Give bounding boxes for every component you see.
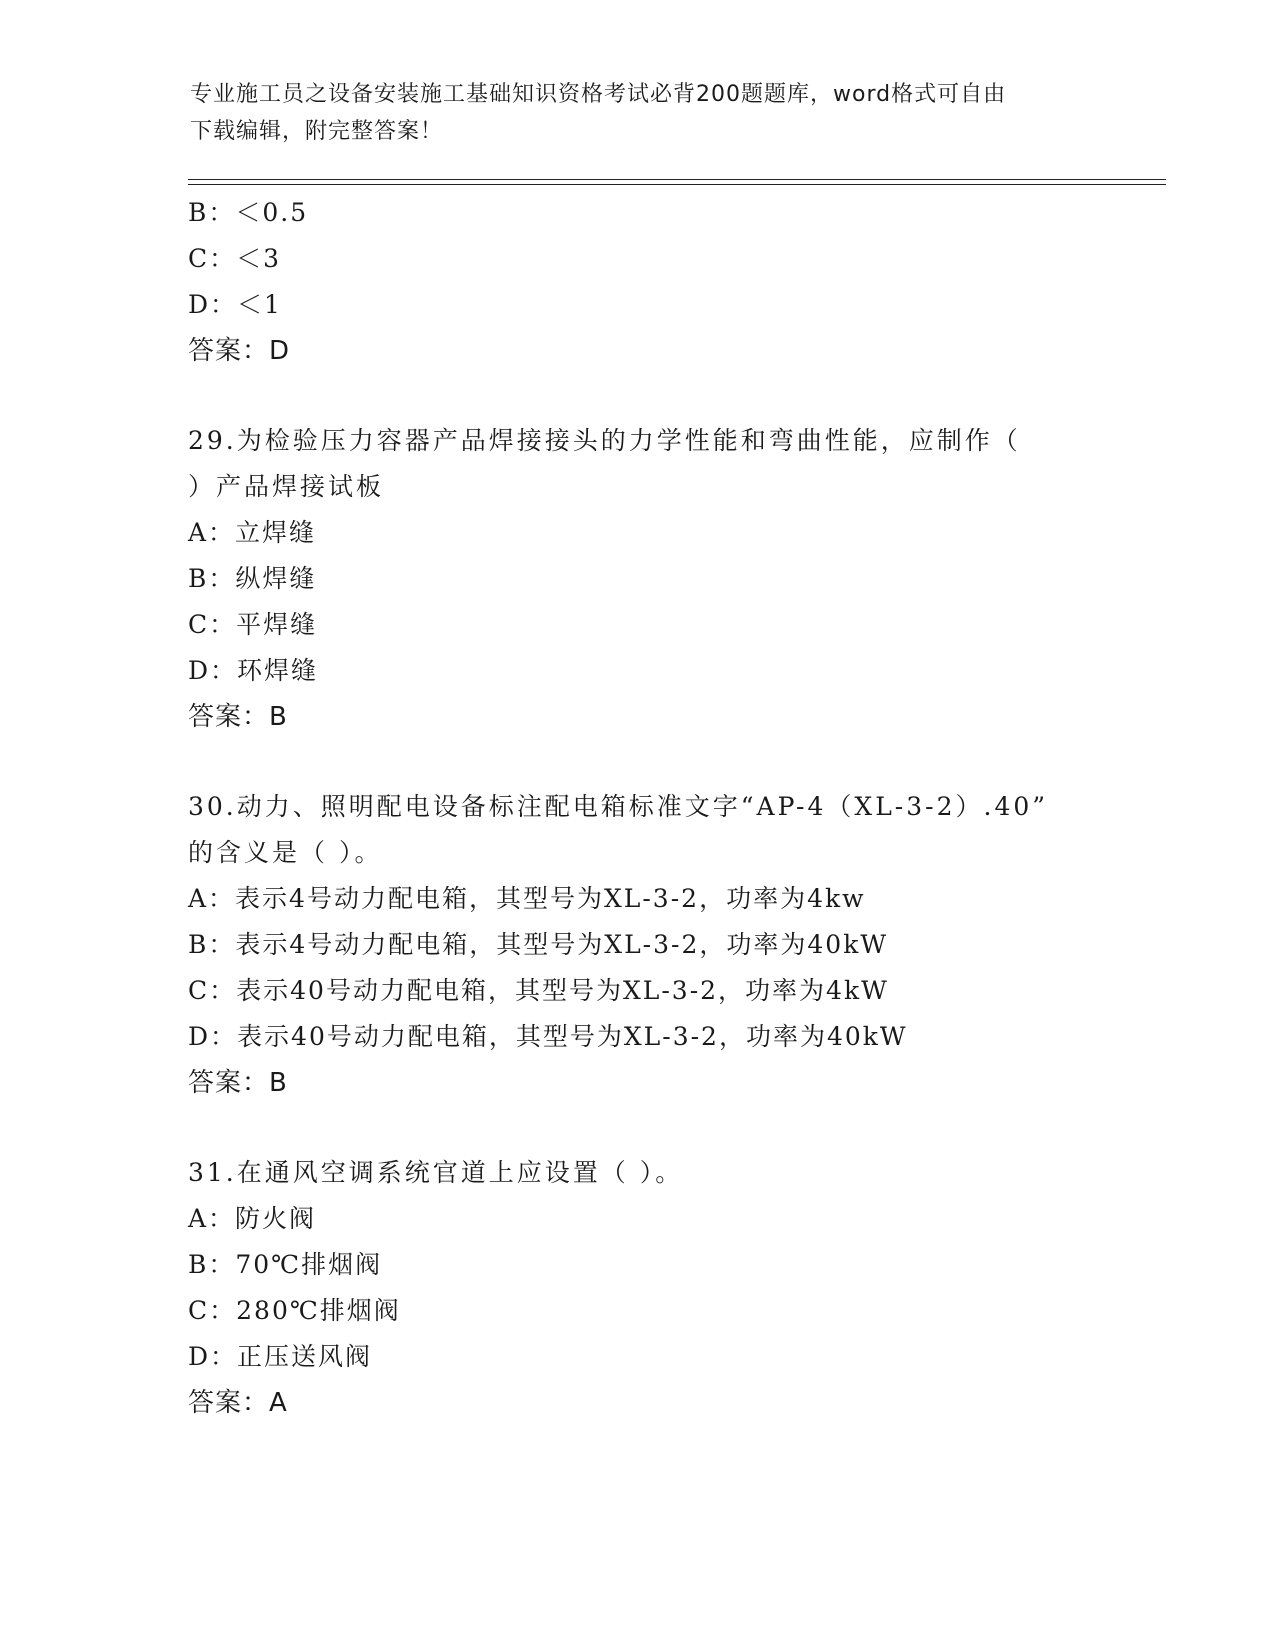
option-a: A：表示4号动力配电箱，其型号为XL-3-2，功率为4kw bbox=[188, 884, 866, 913]
question-28-continued bbox=[188, 190, 1168, 374]
question-stem-line: 29.为检验压力容器产品焊接接头的力学性能和弯曲性能，应制作（ bbox=[188, 426, 1021, 455]
question-stem-line: 30.动力、照明配电设备标注配电箱标准文字“AP-4（XL-3-2）.40” bbox=[188, 792, 1049, 821]
option-c: C：280℃排烟阀 bbox=[188, 1296, 401, 1325]
answer-line: 答案：B bbox=[188, 702, 288, 732]
answer-line: 答案：A bbox=[188, 1388, 288, 1418]
option-b: B：表示4号动力配电箱，其型号为XL-3-2，功率为40kW bbox=[188, 930, 889, 959]
document-header bbox=[190, 76, 1090, 150]
question-31 bbox=[188, 1150, 1168, 1426]
option-d: D：正压送风阀 bbox=[188, 1342, 373, 1371]
option-a: A：防火阀 bbox=[188, 1204, 317, 1233]
option-c: C：平焊缝 bbox=[188, 610, 318, 639]
option-b: B：70℃排烟阀 bbox=[188, 1250, 383, 1279]
question-spacer bbox=[188, 740, 1168, 784]
option-c: C：＜3 bbox=[188, 244, 282, 273]
option-d: D：表示40号动力配电箱，其型号为XL-3-2，功率为40kW bbox=[188, 1022, 908, 1051]
question-29 bbox=[188, 418, 1168, 740]
question-30 bbox=[188, 784, 1168, 1106]
answer-line: 答案：B bbox=[188, 1068, 288, 1098]
header-divider-bottom bbox=[188, 184, 1166, 185]
option-b: B：纵焊缝 bbox=[188, 564, 317, 593]
question-stem-line: ）产品焊接试板 bbox=[188, 472, 385, 501]
question-spacer bbox=[188, 374, 1168, 418]
answer-line: 答案：D bbox=[188, 336, 291, 366]
option-c: C：表示40号动力配电箱，其型号为XL-3-2，功率为4kW bbox=[188, 976, 889, 1005]
question-stem-line: 的含义是（ ）。 bbox=[188, 838, 383, 867]
option-b: B：＜0.5 bbox=[188, 198, 309, 227]
question-spacer bbox=[188, 1106, 1168, 1150]
question-stem-line: 31.在通风空调系统官道上应设置（ ）。 bbox=[188, 1158, 684, 1187]
option-d: D：环焊缝 bbox=[188, 656, 319, 685]
option-d: D：＜1 bbox=[188, 290, 282, 319]
question-list bbox=[188, 190, 1168, 1426]
header-line-2: 下载编辑，附完整答案！ bbox=[190, 119, 444, 144]
header-divider-top bbox=[188, 179, 1166, 180]
option-a: A：立焊缝 bbox=[188, 518, 317, 547]
header-line-1: 专业施工员之设备安装施工基础知识资格考试必背200题题库，word格式可自由 bbox=[190, 82, 1007, 107]
